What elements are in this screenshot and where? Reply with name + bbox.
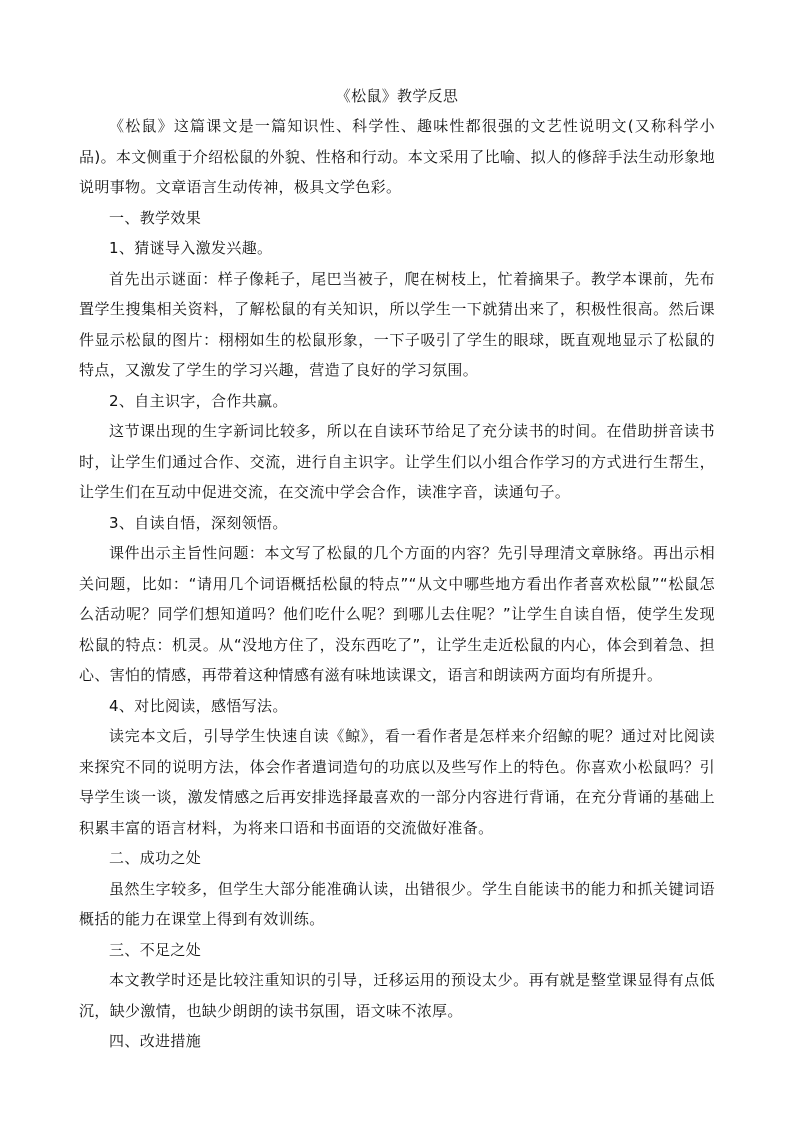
subheading-self-reading: 3、自读自悟，深刻领悟。 [109,513,288,532]
body-paragraph-comparative: 读完本文后，引导学生快速自读《鲸》，看一看作者是怎样来介绍鲸的呢？通过对比阅读来探究不同的说明方法，体会作者遣词造句的功底以及些写作上的特色。你喜欢小松鼠吗？引导学生谈一谈，激发情感之后再安排选择最喜欢的一部分内容进行背诵，在充分背诵的基础上积累丰富的语言材料，为将来口语和书面语的交流做好准备。 [79,727,715,837]
subheading-riddle-intro: 1、猜谜导入激发兴趣。 [109,239,273,257]
section-heading-successes: 二、成功之处 [109,849,202,867]
subheading-comparative-reading: 4、对比阅读，感悟写法。 [109,696,288,715]
intro-paragraph: 《松鼠》这篇课文是一篇知识性、科学性、趣味性都很强的文艺性说明文(又称科学小品)。本文侧重于介绍松鼠的外貌、性格和行动。本文采用了比喻、拟人的修辞手法生动形象地说明事物。文章语言生动传神，极具文学色彩。 [79,117,715,196]
body-paragraph-successes: 虽然生字较多，但学生大部分能准确认读，出错很少。学生自能读书的能力和抓关键词语概括的能力在课堂上得到有效训练。 [79,879,715,928]
body-paragraph-riddle: 首先出示谜面：样子像耗子，尾巴当被子，爬在树枝上，忙着摘果子。教学本课前，先布置学生搜集相关资料，了解松鼠的有关知识，所以学生一下就猜出来了，积极性很高。然后课件显示松鼠的图片：栩栩如生的松鼠形象，一下子吸引了学生的眼球，既直观地显示了松鼠的特点，又激发了学生的学习兴趣，营造了良好的学习氛围。 [79,269,715,379]
section-heading-improvements: 四、改进措施 [109,1032,202,1050]
body-paragraph-literacy: 这节课出现的生字新词比较多，所以在自读环节给足了充分读书的时间。在借助拼音读书时，让学生们通过合作、交流，进行自主识字。让学生们以小组合作学习的方式进行生帮生，让学生们在互动中促进交流，在交流中学会合作，读准字音，读通句子。 [79,422,715,501]
section-heading-shortcomings: 三、不足之处 [109,940,202,959]
document-title: 《松鼠》教学反思 [335,87,459,105]
document-body [79,111,715,1057]
body-paragraph-self-reading: 课件出示主旨性问题：本文写了松鼠的几个方面的内容？先引导理清文章脉络。再出示相关问题，比如：“请用几个词语概括松鼠的特点”“从文中哪些地方看出作者喜欢松鼠”“松鼠怎么活动呢？同学们想知道吗？他们吃什么呢？到哪儿去住呢？”让学生自读自悟，使学生发现松鼠的特点：机灵。从“没地方住了，没东西吃了”，让学生走近松鼠的内心，体会到着急、担心、害怕的情感，再带着这种情感有滋有味地读课文，语言和朗读两方面均有所提升。 [79,544,715,684]
body-paragraph-shortcomings: 本文教学时还是比较注重知识的引导，迁移运用的预设太少。再有就是整堂课显得有点低沉，缺少激情，也缺少朗朗的读书氛围，语文味不浓厚。 [79,971,715,1020]
subheading-self-literacy: 2、自主识字，合作共赢。 [109,391,288,410]
section-heading-teaching-effect: 一、教学效果 [109,208,202,227]
